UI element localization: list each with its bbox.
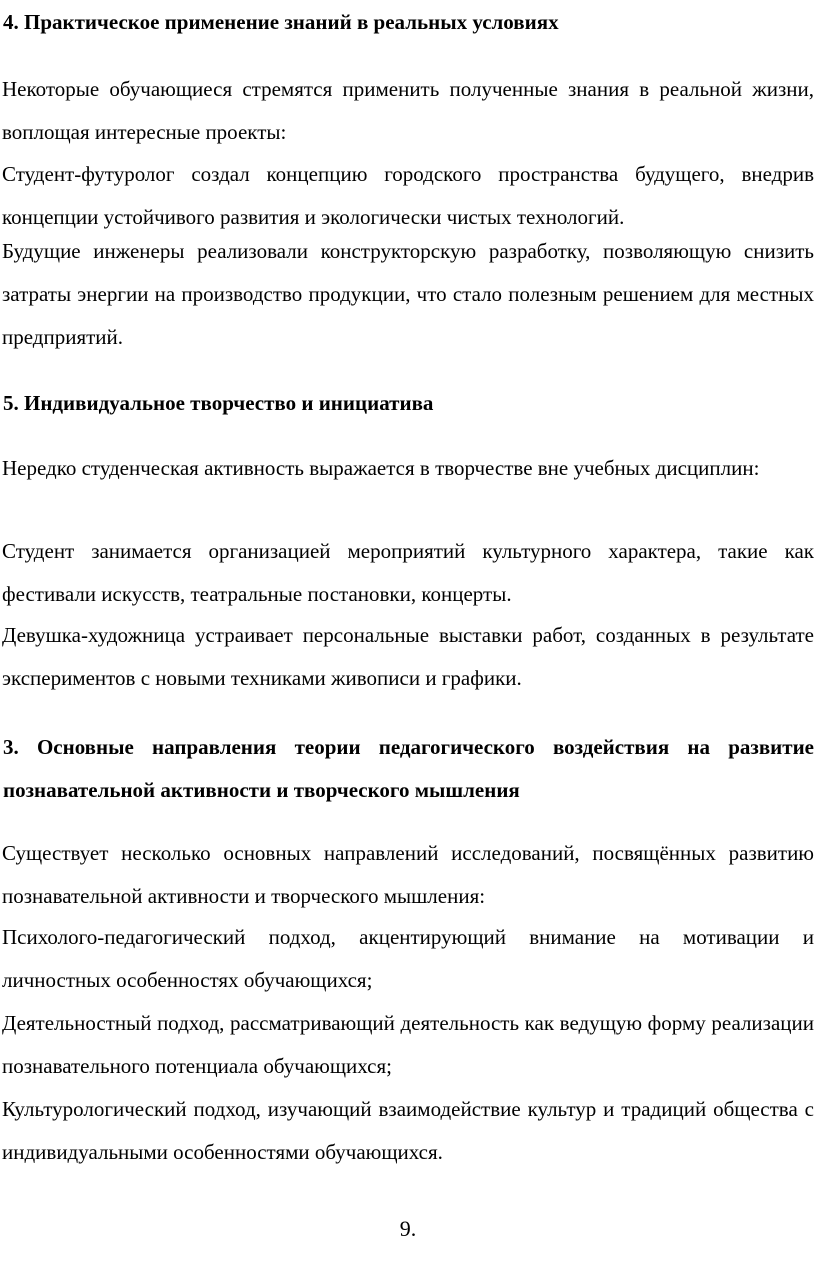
section-5-heading: 5. Индивидуальное творчество и инициатива [3, 391, 434, 415]
section-3-heading: 3. Основные направления теории педагогического воздействия на развитие познавательной активности и творческого мышления [3, 735, 814, 802]
section-4-heading: 4. Практическое применение знаний в реальных условиях [3, 10, 559, 34]
section-3-paragraph-3: Деятельностный подход, рассматривающий деятельность как ведущую форму реализации познавательного потенциала обучающихся; [2, 1011, 814, 1078]
section-4-paragraph-2: Студент-футуролог создал концепцию городского пространства будущего, внедрив концепции устойчивого развития и экологически чистых технологий. [2, 162, 814, 229]
section-4-paragraph-3: Будущие инженеры реализовали конструкторскую разработку, позволяющую снизить затраты энергии на производство продукции, что стало полезным решением для местных предприятий. [2, 239, 814, 349]
section-3-paragraph-1: Существует несколько основных направлений исследований, посвящённых развитию познавательной активности и творческого мышления: [2, 841, 814, 908]
section-3-paragraph-4: Культурологический подход, изучающий взаимодействие культур и традиций общества с индивидуальными особенностями обучающихся. [2, 1097, 814, 1164]
page-number: 9. [399, 1216, 417, 1241]
section-5-paragraph-3: Девушка-художница устраивает персональные выставки работ, созданных в результате экспериментов с новыми техниками живописи и графики. [2, 623, 814, 690]
section-5-paragraph-2: Студент занимается организацией мероприятий культурного характера, такие как фестивали искусств, театральные постановки, концерты. [2, 539, 814, 606]
section-4-paragraph-1: Некоторые обучающиеся стремятся применить полученные знания в реальной жизни, воплощая интересные проекты: [2, 77, 814, 144]
section-3-paragraph-2: Психолого-педагогический подход, акцентирующий внимание на мотивации и личностных особенностях обучающихся; [2, 925, 814, 992]
section-5-paragraph-1: Нередко студенческая активность выражается в творчестве вне учебных дисциплин: [2, 456, 760, 480]
